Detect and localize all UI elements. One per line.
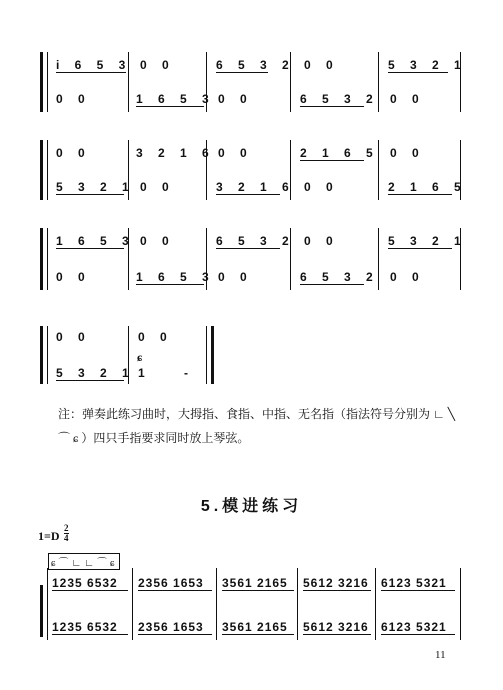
- measure-bottom: 0 0: [390, 92, 425, 106]
- system-brace: [40, 52, 43, 112]
- measure-top: 5 3 2 1: [388, 58, 467, 72]
- beam: [381, 634, 455, 635]
- system-brace: [40, 140, 43, 200]
- barline: [47, 568, 48, 640]
- beam: [303, 590, 371, 591]
- measure-top: 5 3 2 1: [388, 234, 467, 248]
- measure-top: 3 2 1 6: [136, 146, 215, 160]
- measure-bottom: 0 0: [56, 92, 91, 106]
- beam: [216, 72, 268, 73]
- beam: [381, 590, 455, 591]
- measure-top: 0 0: [218, 146, 253, 160]
- system-brace: [40, 585, 43, 637]
- beam: [56, 380, 124, 381]
- measure-top: 0 0: [140, 58, 175, 72]
- beam: [56, 248, 124, 249]
- measure-top: 3561 2165: [222, 576, 288, 590]
- measure-bottom: 6123 5321: [381, 620, 447, 634]
- system-brace: [40, 228, 43, 290]
- measure-bottom: 1235 6532: [52, 620, 118, 634]
- measure-bottom: 0 0: [390, 270, 425, 284]
- beam: [136, 106, 204, 107]
- time-signature-bottom: 4: [64, 533, 69, 543]
- measure-bottom: 1 -: [138, 366, 207, 380]
- beam: [52, 590, 128, 591]
- barline: [132, 568, 133, 640]
- measure-top: 1 6 5 3: [56, 234, 135, 248]
- barline: [206, 326, 207, 384]
- beam: [388, 248, 452, 249]
- section-title: 5.模进练习: [200, 498, 303, 515]
- beam: [300, 106, 364, 107]
- barline: [47, 52, 48, 112]
- page-number: 11: [435, 649, 446, 661]
- measure-bottom: 0 0: [304, 180, 339, 194]
- final-barline: [211, 326, 214, 384]
- performance-note: 注：弹奏此练习曲时，大拇指、食指、中指、无名指（指法符号分别为 ∟ ╲ ⌒ ɕ ）四只手指要求同时放上琴弦。: [58, 407, 455, 445]
- barline: [47, 326, 48, 384]
- beam: [216, 194, 280, 195]
- measure-bottom: 0 0: [140, 180, 175, 194]
- measure-bottom: 6 5 3 2: [300, 92, 379, 106]
- beam: [222, 590, 294, 591]
- measure-top: 1235 6532: [52, 576, 118, 590]
- beam: [222, 634, 294, 635]
- measure-top: 0 0: [140, 234, 175, 248]
- fingering-mark: ɕ: [137, 350, 143, 364]
- measure-top: 6 5 3 2: [216, 234, 295, 248]
- measure-bottom: 6 5 3 2: [300, 270, 379, 284]
- beam: [388, 194, 452, 195]
- measure-bottom: 2 1 6 5: [388, 180, 467, 194]
- beam: [300, 160, 364, 161]
- measure-top: 0 0: [390, 146, 425, 160]
- beam: [138, 634, 212, 635]
- beam: [216, 248, 280, 249]
- barline: [460, 568, 461, 640]
- beam: [52, 634, 128, 635]
- measure-bottom: 1 6 5 3: [136, 92, 215, 106]
- time-signature: [64, 524, 69, 543]
- time-signature-top: 2: [64, 523, 69, 533]
- measure-bottom: 5 3 2 1: [56, 366, 135, 380]
- measure-bottom: 3561 2165: [222, 620, 288, 634]
- beam: [303, 634, 371, 635]
- fingering-symbols: ɕ⌒∟∟⌒ɕ: [48, 553, 120, 570]
- barline: [216, 568, 217, 640]
- barline: [47, 140, 48, 200]
- measure-top: 0 0: [304, 234, 339, 248]
- beam: [138, 590, 212, 591]
- measure-top: i 6 5 3: [56, 58, 132, 72]
- barline: [297, 568, 298, 640]
- measure-bottom: 3 2 1 6: [216, 180, 295, 194]
- beam: [300, 284, 364, 285]
- beam: [56, 72, 126, 73]
- measure-bottom: 0 0: [218, 270, 253, 284]
- barline: [375, 568, 376, 640]
- measure-bottom: 1 6 5 3: [136, 270, 215, 284]
- measure-top: 6123 5321: [381, 576, 447, 590]
- measure-top: 5612 3216: [303, 576, 369, 590]
- measure-top: 2 1 6 5: [300, 146, 379, 160]
- measure-bottom: 2356 1653: [138, 620, 204, 634]
- beam: [56, 194, 124, 195]
- measure-top: 0 0: [56, 330, 91, 344]
- measure-top: 6 5 3 2: [216, 58, 295, 72]
- barline: [47, 228, 48, 290]
- measure-top: 0 0: [56, 146, 91, 160]
- measure-bottom: 5612 3216: [303, 620, 369, 634]
- measure-bottom: 0 0: [56, 270, 91, 284]
- beam: [388, 72, 448, 73]
- measure-bottom: 0 0: [218, 92, 253, 106]
- measure-top: 0 0: [138, 330, 173, 344]
- measure-bottom: 5 3 2 1: [56, 180, 135, 194]
- measure-top: 2356 1653: [138, 576, 204, 590]
- measure-top: 0 0: [304, 58, 339, 72]
- key-signature: 1=D: [38, 529, 60, 543]
- system-brace: [40, 326, 43, 384]
- beam: [136, 284, 204, 285]
